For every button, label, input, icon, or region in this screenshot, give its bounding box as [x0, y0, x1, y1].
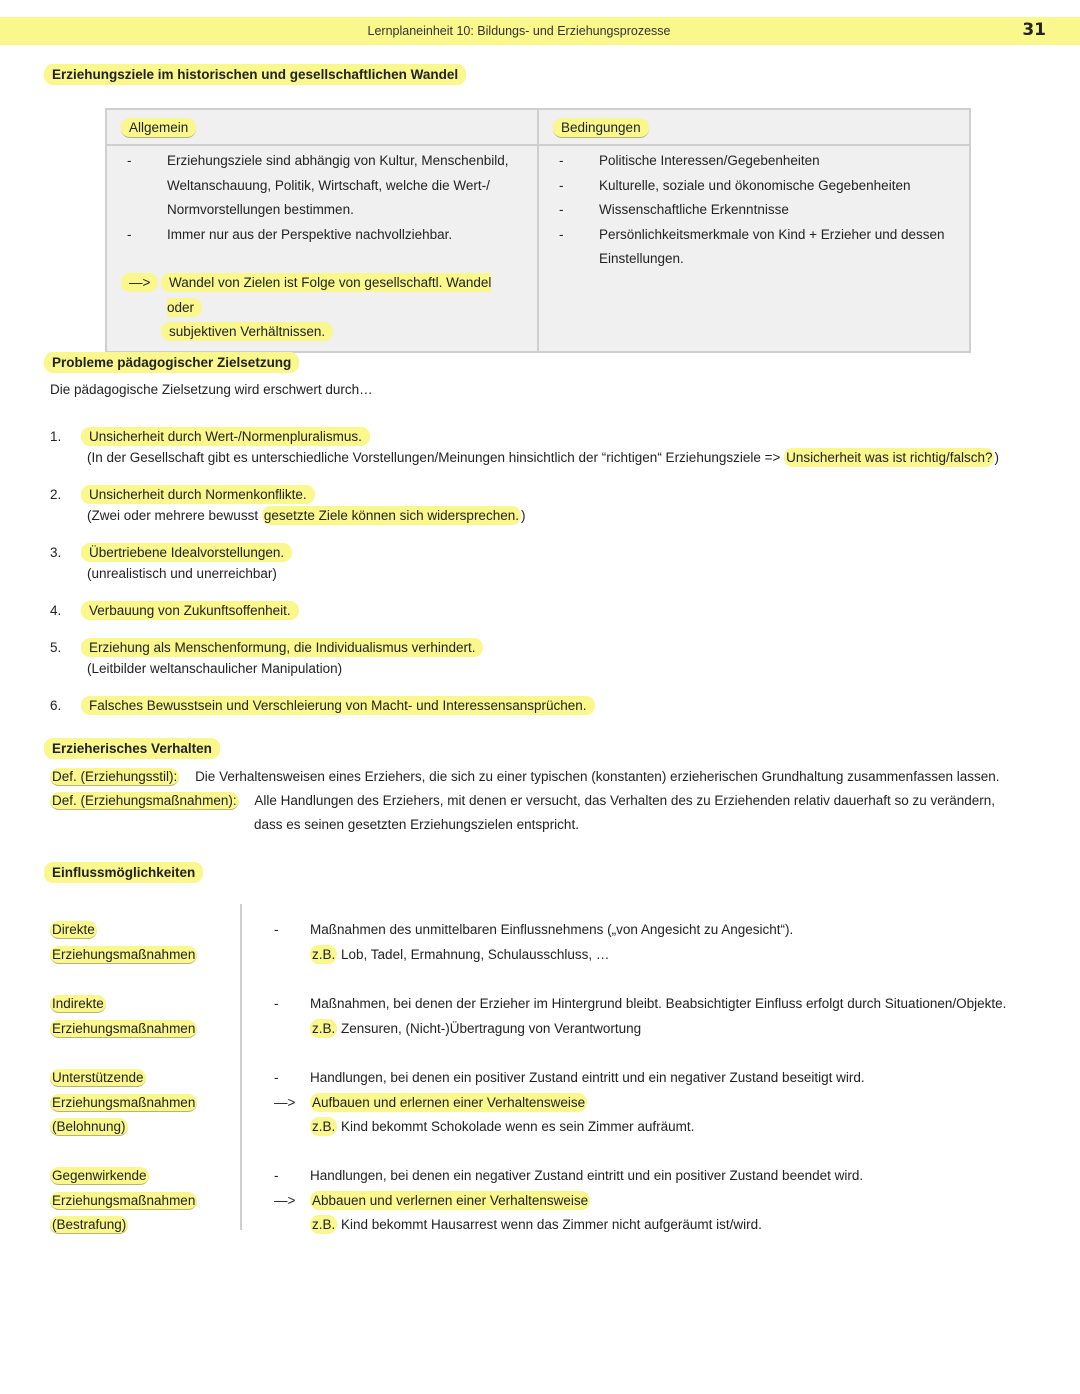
problems-list [50, 426, 1060, 730]
goals-table [105, 108, 971, 353]
section2-title: Probleme pädagogischer Zielsetzung [44, 352, 299, 373]
divider [240, 904, 242, 1230]
section3-title: Erzieherisches Verhalten [44, 738, 220, 759]
list-item: 5. Erziehung als Menschenformung, die Individualismus verhindert. (Leitbilder weltanschaulicher Manipulation) [50, 637, 1060, 679]
list-item: 3. Übertriebene Idealvorstellungen. (unrealistisch und unerreichbar) [50, 542, 1060, 584]
list-item: - Persönlichkeitsmerkmale von Kind + Erzieher und dessen Einstellungen. [559, 226, 945, 266]
list-item: 2. Unsicherheit durch Normenkonflikte. (Zwei oder mehrere bewusst gesetzte Ziele können sich widersprechen. ) [50, 487, 526, 523]
list-item: - Erziehungsziele sind abhängig von Kultur, Menschenbild, Weltanschauung, Politik, Wirtschaft, welche die Wert-/ Normvorstellungen bestimmen. [127, 153, 509, 217]
definition-erziehungsstil: Def. (Erziehungsstil): Die Verhaltensweisen eines Erziehers, die sich zu einer typischen (konstanten) erzieherischen Grundhaltung zusammenfassen lassen. [52, 769, 1000, 784]
section2-intro: Die pädagogische Zielsetzung wird erschwert durch… [50, 382, 373, 397]
list-item: - Politische Interessen/Gegebenheiten [559, 153, 820, 168]
list-item: - Kulturelle, soziale und ökonomische Gegebenheiten [559, 177, 911, 193]
list-item: - Wissenschaftliche Erkenntnisse [559, 202, 789, 217]
list-item: 4. Verbauung von Zukunftsoffenheit. [50, 600, 1060, 621]
definition-erziehungsmassnahmen: Def. (Erziehungsmaßnahmen): Alle Handlungen des Erziehers, mit denen er versucht, das Verhalten des zu Erziehenden relativ dauerhaft so zu verändern, [52, 793, 996, 808]
table-header-allgemein: Allgemein [106, 109, 538, 145]
section1-title: Erziehungsziele im historischen und gesellschaftlichen Wandel [44, 64, 466, 85]
section4-title-wrap [44, 865, 203, 880]
page-number: 31 [1022, 20, 1046, 40]
table-cell-allgemein [106, 145, 538, 352]
list-item: 1. Unsicherheit durch Wert-/Normenpluralismus. (In der Gesellschaft gibt es unterschiedliche Vorstellungen/Meinungen hinsichtlich der “richtigen“ Erziehungsziele => Unsicherheit was ist richtig/falsch? ) [50, 429, 999, 465]
list-item: 6. Falsches Bewusstsein und Verschleierung von Macht- und Interessensansprüchen. [50, 695, 1060, 716]
table-cell-bedingungen [538, 145, 970, 352]
conclusion: —> Wandel von Zielen ist Folge von gesellschaftl. Wandel oder subjektiven Verhältnissen. [127, 271, 527, 345]
section4-title: Einflussmöglichkeiten [44, 862, 203, 883]
section1-title-wrap [44, 67, 466, 82]
table-header-bedingungen: Bedingungen [538, 109, 970, 145]
list-item: - Immer nur aus der Perspektive nachvollziehbar. [127, 226, 453, 242]
header-bar [0, 17, 1080, 45]
section3-title-wrap [44, 741, 220, 756]
definitions: Def. (Erziehungsstil): Die Verhaltensweisen eines Erziehers, die sich zu einer typischen (konstanten) erzieherischen Grundhaltung zusammenfassen lassen. Def. (Erziehungsmaßnahmen): Alle Handlungen des Erziehers, mit denen er versucht, das Verhalten des zu Erziehenden relativ dauerhaft so zu verändern, dass es seinen gesetzten Erziehungszielen entspricht. [50, 765, 1050, 837]
header-title: Lernplaneinheit 10: Bildungs- und Erziehungsprozesse [367, 24, 671, 38]
section2-title-wrap [44, 355, 299, 370]
